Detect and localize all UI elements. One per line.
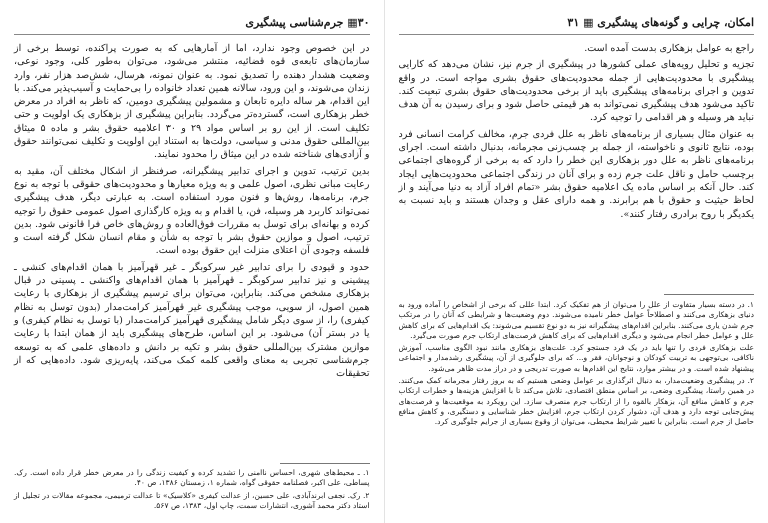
body-text: [399, 42, 755, 224]
paragraph: در این خصوص وجود ندارد، اما از آمارهایی که به صورت پراکنده، توسط برخی از سازمان‌های تابعه‌ی قوه قضائیه، منتشر می‌شود، می‌توان به‌طور کلی، وجود نوعی، وضعیت هشدار دهنده را تصدیق نمود. به عنوان نمونه، هرسال، شش‌صد هزار نفر، وارد زندان می‌شوند، و این ورود، سالانه همین تعداد خانواده را بی‌حمایت و آسیب‌پذیر می‌کند. با این اقدام، هر ساله دایره تابعان و مشمولین پیشگیری دومین، که ناظر به افراد در معرض خطر بزهکاری است، گسترده‌تر می‌گردد. بنابراین پیشگیری از بزهکاری یک اولویت و حتی تکلیف است. از این رو بر اساس مواد ۲۹ و ۳۰ اعلامیه حقوق بشر و ماده ۵ میثاق بین‌المللی حقوق مدنی و سیاسی، دولت‌ها به استناد این اولویت و تکلیف نمی‌توانند حقوق و آزادی‌های شناخته شده در این میثاق را محدود نمایند.: [14, 43, 370, 161]
footnote: علت بزهکاری فردی را تنها باید در یک فرد جستجو کرد. علت‌های بزهکاری مانند نبود الگوی مناسب، آموزش ناکافی، بی‌توجهی به تربیت کودکان و نوجوانان، فقر و... که برای جلوگیری از آن، پیشگیری رشدمدار و اجتماعی پیشنهاد شده است. و در بیشتر موارد، نتایج این اقدام‌ها به صورت تدریجی و در دراز مدت ظاهر می‌شود.: [398, 343, 754, 373]
right-page: [385, 0, 768, 523]
footnote-rule: [280, 463, 370, 464]
running-head: ۳۰▦ جرم‌شناسی پیشگیری: [245, 16, 370, 29]
footnotes: [399, 300, 755, 430]
footnote: ۲. رک. نجفی ابرندآبادی، علی حسین، از عدالت کیفری «کلاسیک» تا عدالت ترمیمی، مجموعه مقالات در تجلیل از استاد دکتر محمد آشوری، انتشارات سمت، چاپ اول، ۱۳۸۳، ص ۵۶۷.: [14, 490, 370, 510]
header-rule: [399, 34, 755, 35]
page-header: [14, 16, 370, 32]
page-header: [399, 16, 755, 32]
paragraph: بدین ترتیب، تدوین و اجرای تدابیر پیشگیرانه، صرفنظر از اشکال مختلف آن، مقید به رعایت مبانی نظری، اصول علمی و به ویژه معیارها و محدودیت‌های حقوقی با توجه به نوع جرم، برنامه‌ها، روش‌ها و فنون مورد استفاده است. به عبارتی دیگر، هدف پیشگیری نمی‌تواند کاربرد هر وسیله، فن، یا اقدام و به ویژه کارگذاری اصول عمومی حقوق را توجیه کرده و بهانه‌ای برای توسل به مقررات فوق‌العاده و روش‌های خاص فرا قانونی شود. بدین ترتیب، اصول و موازین حقوق بشر با توجه به شأن و مقام انسان شکل گرفته است و فلسفه وجودی آن اعتلای منزلت این حقوق بوده است.: [14, 165, 370, 257]
header-rule: [14, 34, 370, 35]
footnote: ۱. ـ محیط‌های شهری، احساس ناامنی را تشدید کرده و کیفیت زندگی را در معرض خطر قرار داده است. رک. پساطی، علی اکبر، فصلنامه حقوقی گواه، شماره ۱، زمستان ۱۳۸۶، ص ۴۰.: [14, 468, 370, 488]
footnote-rule: [664, 294, 754, 295]
footnote: ۲. در پیشگیری وضعیت‌مدار، به دنبال اثرگذاری بر عوامل وضعی هستیم که به بروز رفتار مجرمانه کمک می‌کنند. در همین راستا، پیشگیری وضعی، بر اساس منطق اقتصادی، تلاش می‌کند تا با افزایش هزینه‌ها و خطرات ارتکاب جرم و کاهش منافع آن، بزهکار بالقوه را از ارتکاب جرم منصرف سازد. این رویکرد به موقعیت‌ها و فرصت‌های پیش‌جنایی توجه دارد و هدف آن، دشوار کردن ارتکاب جرم، افزایش خطر شناسایی و دستگیری، و کاهش منافع حاصل از جرم است. بنابراین با تغییر شرایط محیطی، می‌توان از وقوع بسیاری از جرایم جلوگیری کرد.: [398, 376, 754, 427]
running-head: امکان، چرایی و گونه‌های پیشگیری ▦ ۳۱: [567, 16, 754, 29]
footnote: ۱. در دسته بسیار متفاوت از علل را می‌توان از هم تفکیک کرد. ابتدا عللی که برخی از اشخاص را آماده ورود به دنیای بزهکاری می‌کنند و اصطلاحاً عوامل خطر نامیده می‌شوند. دوم وضعیت‌ها و شرایطی که آنان را در مرتکب جرم شدن یاری می‌کنند. بنابراین اقدام‌های پیشگیرانه نیز به دو نوع تقسیم می‌شوند: یک اقدام‌هایی که برای کاهش علل و عوامل خطر انجام می‌شود و دیگری اقدام‌هایی که برای کاهش فرصت‌های ارتکاب جرم صورت می‌گیرد.: [398, 300, 754, 340]
body-text: [14, 42, 370, 383]
paragraph: به عنوان مثال بسیاری از برنامه‌های ناظر به علل فردی جرم، مخالف کرامت انسانی فرد بوده، نتایج ثانوی و ناخواسته، از جمله بر چسب‌زنی مجرمانه، بدنبال داشته است. اجرای برنامه‌های ناظر به علل دور بزهکاری این خطر را دارد که به برخی از گروه‌های اجتماعی برچسب حامل و ناقل علت جرم زده و برای آنان در زندگی اجتماعی محدودیت‌هایی ایجاد کند. حال آنکه بر اساس ماده یک اعلامیه حقوق بشر «تمام افراد آزاد به دنیا می‌آیند و از لحاظ حیثیت و حقوق با هم برابرند. و همه دارای عقل و وجدان هستند و باید نسبت به یکدیگر با روح برادری رفتار کنند».: [398, 128, 754, 220]
paragraph: تجزیه و تحلیل رویه‌های عملی کشورها در پیشگیری از جرم نیز، نشان می‌دهد که کارایی پیشگیری با محدودیت‌هایی از جمله محدودیت‌های حقوق بشری مواجه است. در واقع تدوین و اجرای برنامه‌های پیشگیری باید از برخی محدودیت‌های حقوق بشری تبعیت کند. تاکید می‌شود هدف پیشگیری نمی‌تواند به هر قیمتی حاصل شود و برای رسیدن به آن هدف نباید هر وسیله و هر اقدامی را توجیه کرد.: [398, 59, 754, 124]
paragraph: راجع به عوامل بزهکاری بدست آمده است.: [584, 43, 754, 54]
footnotes: [14, 468, 370, 513]
paragraph: حدود و قیودی را برای تدابیر غیر سرکوبگر ـ غیر قهرآمیز با همان اقدام‌های کنشی ـ پیشینی و نیز تدابیر سرکوبگر ـ قهرآمیز با همان اقدام‌های واکنشی ـ پسینی در قبال بزهکاری مشخص می‌کند. بنابراین، می‌توان برای ترسیم پیشگیری از بزهکاری با رعایت همین اصول، از سویی، موجب پیشگیری غیر قهرآمیز کرامت‌مدار (بدون توسل به نظام کیفری) را، از سوی دیگر شامل پیشگیری قهرآمیز کرامت‌مدار (با توسل به نظام کیفری) و یا در بستر آن) می‌شود. بر این اساس، طرح‌های پیشگیری باید از همان ابتدا با رعایت موازین مشترک بین‌المللی حقوق بشر و تکیه بر دانش و داده‌های علمی که به توسعه جرم‌شناسی تجربی به معنای واقعی کلمه کمک می‌کند، پایه‌ریزی شود. داده‌هایی که از تحقیقات: [14, 261, 370, 380]
